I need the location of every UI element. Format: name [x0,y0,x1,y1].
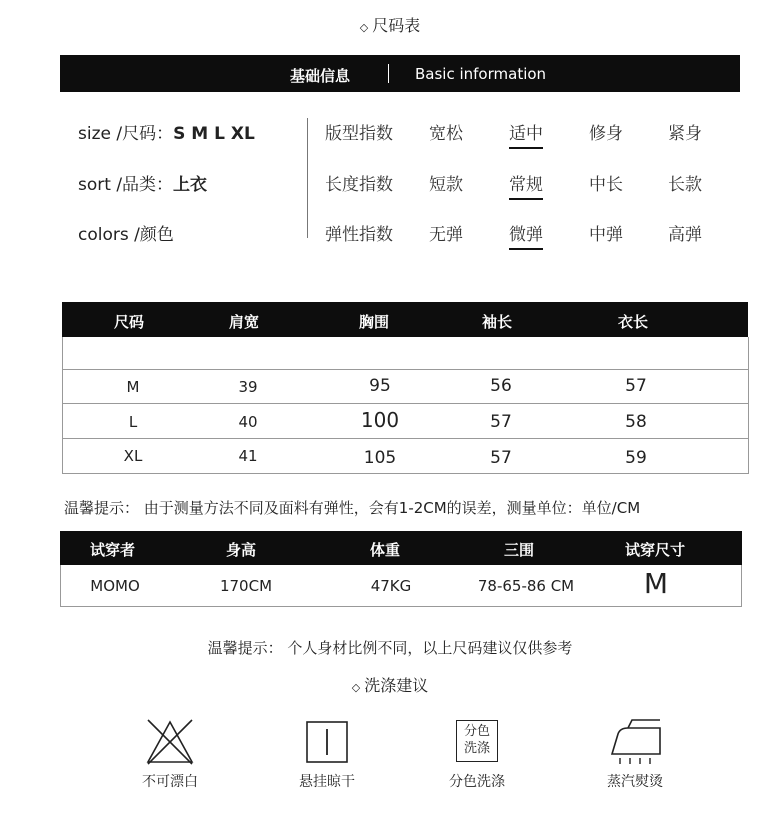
table-row [63,369,748,404]
no-bleach-icon [140,716,200,768]
table-row [63,403,748,439]
wash-separately-box-text-2: 洗涤 [463,741,490,756]
sleeve-cell: 56 [490,376,512,396]
weight-header-cell: 体重 [370,541,401,559]
length-option: 短款 [429,175,463,195]
wash-separately-label: 分色洗涤 [449,774,505,790]
tried-size-header-cell: 试穿尺寸 [625,541,686,559]
elastic-option: 无弹 [429,225,463,245]
diamond-bullet-icon: ◇ [351,681,361,694]
model-table-body [60,565,742,607]
chest-cell: 105 [363,448,397,468]
size-cell: XL [123,447,143,465]
chest-cell: 95 [369,376,391,396]
elastic-option-selected: 微弹 [509,220,543,250]
steam-iron-label: 蒸汽熨烫 [607,774,663,790]
tester-cell: MOMO [90,577,140,595]
steam-iron-icon [606,714,666,766]
length-option: 中长 [589,175,623,195]
elastic-index-row [0,220,780,250]
fit-option: 紧身 [668,124,702,144]
page-title [0,13,780,36]
fit-option: 宽松 [429,124,463,144]
tester-header-cell: 试穿者 [90,541,136,559]
diamond-bullet-icon: ◇ [359,21,369,34]
sort-value: 上衣 [173,175,208,195]
length-cell: 59 [625,448,647,468]
wash-separately-icon [456,720,498,762]
model-table-header [60,531,742,565]
shoulder-cell: 40 [238,413,258,431]
table-row [63,438,748,474]
elastic-index-label: 弹性指数 [325,225,393,245]
body-tip: 温馨提示： 个人身材比例不同，以上尺码建议仅供参考 [207,639,573,657]
shoulder-cell: 41 [238,447,258,465]
length-header-cell: 衣长 [618,313,649,331]
wash-separately-box-text-1: 分色 [463,724,490,739]
table-row [63,337,748,369]
chest-cell: 100 [360,408,400,432]
basic-info-header [60,55,740,92]
size-cell: L [128,413,138,431]
length-option-selected: 常规 [509,170,543,200]
height-cell: 170CM [219,577,273,595]
colors-label: colors /颜色 [78,225,174,245]
sleeve-cell: 57 [490,412,512,432]
sort-label: sort /品类： [78,175,174,195]
tried-size-cell: M [643,567,669,600]
page-title-text: 尺码表 [372,16,421,35]
fit-index-row [0,119,780,149]
hang-dry-icon [305,720,349,764]
size-header-cell: 尺码 [114,313,145,331]
length-index-row [0,170,780,200]
no-bleach-label: 不可漂白 [142,774,198,790]
shoulder-header-cell: 肩宽 [229,313,260,331]
height-header-cell: 身高 [226,541,257,559]
elastic-option: 高弹 [668,225,702,245]
fit-option: 修身 [589,124,623,144]
measure-tip: 温馨提示： 由于测量方法不同及面料有弹性，会有1-2CM的误差，测量单位：单位/CM [64,499,641,517]
fit-index-label: 版型指数 [325,124,393,144]
size-table-header [62,302,748,337]
weight-cell: 47KG [370,577,412,595]
size-value: S M L XL [173,124,255,144]
basic-info-header-en: Basic information [415,65,547,83]
basic-info-header-cn: 基础信息 [290,67,351,85]
length-option: 长款 [668,175,702,195]
wash-title-text: 洗涤建议 [364,676,429,695]
measurements-header-cell: 三围 [504,541,535,559]
sleeve-cell: 57 [490,448,512,468]
header-divider [388,64,389,83]
size-table-body [62,337,749,474]
sleeve-header-cell: 袖长 [482,313,513,331]
wash-title [0,673,780,696]
length-index-label: 长度指数 [325,175,393,195]
hang-dry-label: 悬挂晾干 [299,774,355,790]
length-cell: 57 [625,376,647,396]
measurements-cell: 78-65-86 CM [477,577,575,595]
chest-header-cell: 胸围 [359,313,390,331]
fit-option-selected: 适中 [509,119,543,149]
size-cell: M [126,378,140,396]
size-label: size /尺码： [78,124,174,144]
elastic-option: 中弹 [589,225,623,245]
length-cell: 58 [625,412,647,432]
shoulder-cell: 39 [238,378,258,396]
